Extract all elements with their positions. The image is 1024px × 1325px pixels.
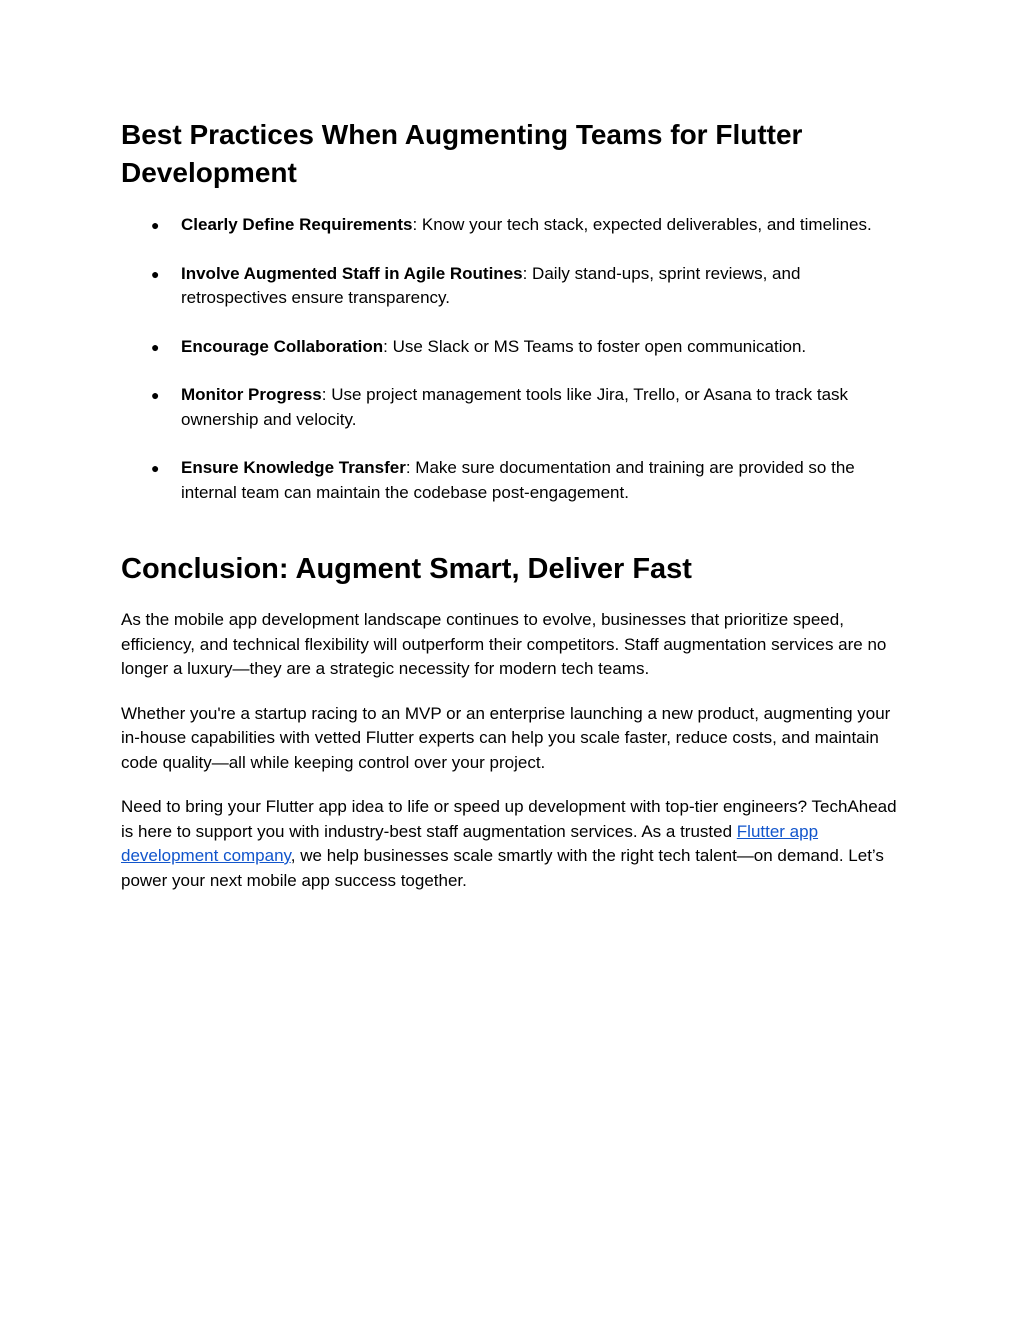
bullet-icon: ● xyxy=(151,265,160,282)
conclusion-body xyxy=(121,608,911,913)
bullet-icon: ● xyxy=(151,460,160,476)
paragraph-text: , we help businesses scale smartly with the right tech talent—on demand. Let’s power your next mobile app success together. xyxy=(121,846,884,890)
list-item-text: : Make sure documentation and training are provided so the internal team can maintain the codebase post-engagement. xyxy=(181,458,855,502)
list-item xyxy=(121,213,891,238)
list-item-term: Encourage Collaboration xyxy=(181,336,384,356)
list-item xyxy=(121,383,891,432)
bullet-icon: ● xyxy=(151,387,160,403)
flutter-company-link[interactable]: Flutter app development company xyxy=(121,821,819,865)
conclusion-heading: Conclusion: Augment Smart, Deliver Fast xyxy=(121,553,692,585)
list-item xyxy=(121,335,891,360)
best-practices-list xyxy=(121,213,891,529)
list-item xyxy=(121,456,891,505)
conclusion-paragraph-2: Whether you're a startup racing to an MVP or an enterprise launching a new product, augmenting your in-house capabilities with vetted Flutter experts can help you scale faster, reduce costs, and maintain code quality—all while keeping control over your project. xyxy=(121,703,891,772)
bullet-icon: ● xyxy=(151,338,160,355)
conclusion-paragraph-1: As the mobile app development landscape continues to evolve, businesses that prioritize speed, efficiency, and technical flexibility will outperform their competitors. Staff augmentation services are no longer a luxury—they are a strategic necessity for modern tech teams. xyxy=(121,610,887,678)
list-item-term: Monitor Progress xyxy=(181,385,322,404)
list-item-term: Involve Augmented Staff in Agile Routines xyxy=(181,263,523,283)
bullet-icon: ● xyxy=(151,217,160,233)
list-item-text: : Know your tech stack, expected deliverables, and timelines. xyxy=(412,215,872,234)
list-item-text: : Daily stand-ups, sprint reviews, and retrospectives ensure transparency. xyxy=(181,263,801,307)
list-item-text: : Use Slack or MS Teams to foster open communication. xyxy=(383,336,807,356)
section-heading: Best Practices When Augmenting Teams for Flutter Development xyxy=(121,119,803,188)
list-item xyxy=(121,262,891,311)
paragraph-text: Need to bring your Flutter app idea to life or speed up development with top-tier engineers? TechAhead is here to support you with industry-best staff augmentation services. As a trusted xyxy=(121,797,897,841)
list-item-text: : Use project management tools like Jira, Trello, or Asana to track task ownership and velocity. xyxy=(181,385,849,429)
list-item-term: Clearly Define Requirements xyxy=(181,215,413,234)
list-item-term: Ensure Knowledge Transfer xyxy=(181,458,406,477)
conclusion-paragraph-3 xyxy=(121,795,911,893)
